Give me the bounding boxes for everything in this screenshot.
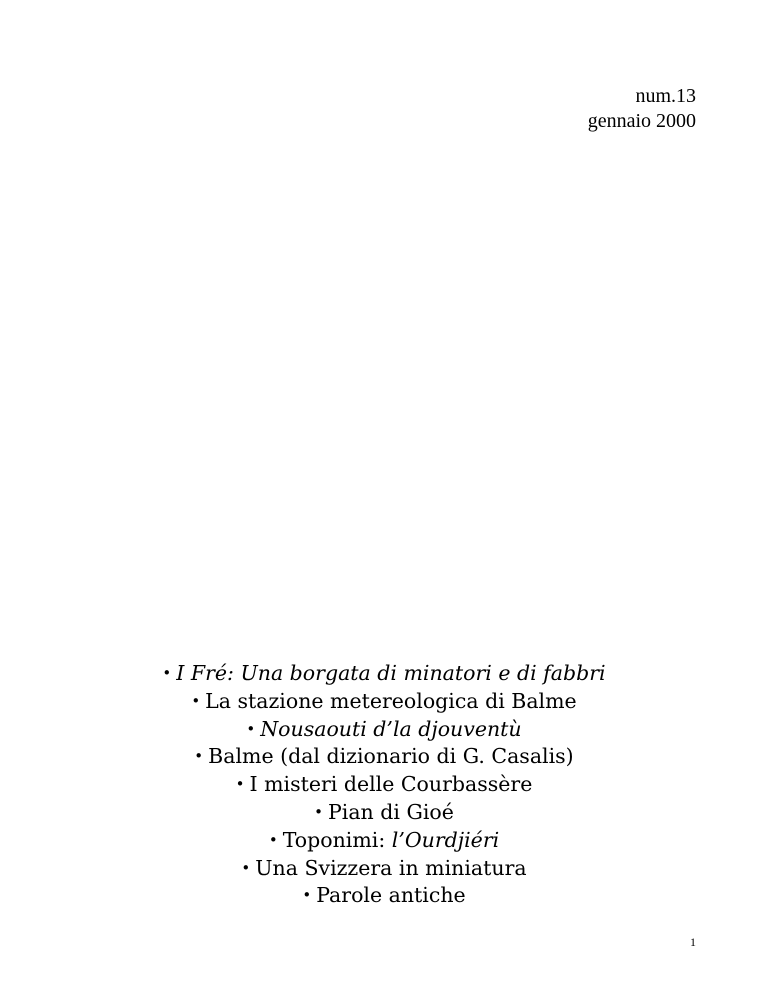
bullet-icon: • [162,664,172,682]
toc-item-text-italic: l’Ourdjiéri [391,827,500,852]
bullet-icon: • [235,775,245,794]
toc-item-text: I misteri delle Courbassère [249,772,533,797]
toc-item-text: La stazione metereologica di Balme [205,688,577,713]
bullet-icon: • [194,747,204,766]
toc-item [0,660,768,688]
toc-item [0,827,768,855]
toc-item [0,716,768,744]
toc-item-text: Parole antiche [316,883,466,908]
bullet-icon: • [302,886,312,905]
bullet-icon: • [191,691,201,710]
toc-item [0,771,768,799]
bullet-icon: • [241,858,251,877]
toc-item-text: Pian di Gioé [327,799,454,824]
toc-item [0,882,768,910]
bullet-icon: • [246,719,256,738]
toc-item [0,799,768,827]
toc-item-text: Balme (dal dizionario di G. Casalis) [208,744,574,769]
bullet-icon: • [314,802,323,821]
issue-number: num.13 [635,85,696,107]
toc-item-text: Nousaouti d’la djouventù [260,716,522,741]
toc-item-text: I Fré: Una borgata di minatori e di fabbri [176,661,606,685]
bullet-icon: • [268,830,278,849]
toc-item [0,855,768,883]
issue-header [588,84,696,134]
toc-item-text: Una Svizzera in miniatura [255,855,527,880]
issue-date: gennaio 2000 [587,110,696,132]
toc-item [0,688,768,716]
page-number: 1 [690,935,696,949]
toc-item [0,743,768,771]
table-of-contents [0,660,768,910]
toc-item-text: Toponimi: [282,827,392,852]
